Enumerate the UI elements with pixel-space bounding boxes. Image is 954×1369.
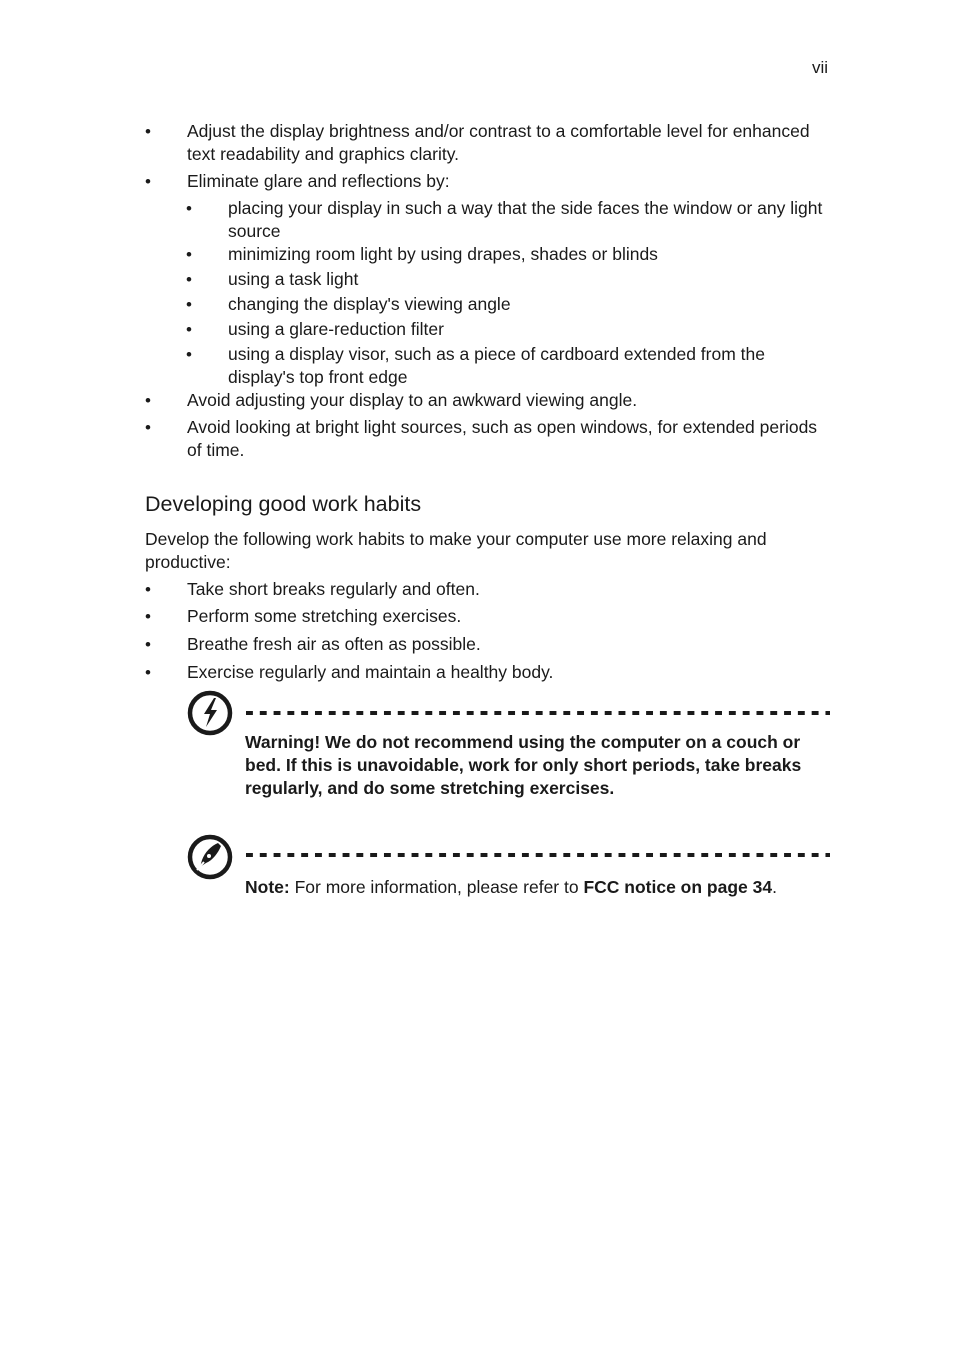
list-item-text: Avoid adjusting your display to an awkward viewing angle. [187, 390, 638, 410]
list-item-text: Eliminate glare and reflections by: [187, 171, 450, 191]
note-divider [246, 853, 830, 857]
bullet: • [145, 172, 151, 191]
bullet: • [145, 122, 151, 141]
list-item-text: Breathe fresh air as often as possible. [187, 634, 481, 654]
note-end: . [772, 877, 777, 897]
list-item-text: placing your display in such a way that the side faces the window or any light source [228, 198, 823, 241]
warning-text: Warning! We do not recommend using the computer on a couch or bed. If this is unavoidable, work for only short periods, take breaks regularly, and do some stretching exercises. [245, 732, 802, 798]
page-number: vii [812, 58, 829, 77]
bullet: • [186, 345, 192, 364]
list-item-text: using a task light [228, 269, 359, 289]
note-body: For more information, please refer to [289, 877, 584, 897]
bullet: • [186, 245, 192, 264]
bullet: • [145, 663, 151, 682]
list-item-text: Perform some stretching exercises. [187, 606, 462, 626]
section-heading: Developing good work habits [145, 492, 422, 516]
bullet: • [145, 580, 151, 599]
list-item-text: Exercise regularly and maintain a healthy body. [187, 662, 554, 682]
warning-lightning-icon [187, 690, 233, 736]
section-intro: Develop the following work habits to make your computer use more relaxing and productive: [145, 529, 767, 572]
bullet: • [145, 418, 151, 437]
list-item-text: using a glare-reduction filter [228, 319, 444, 339]
list-item-text: using a display visor, such as a piece of cardboard extended from the display's top front edge [228, 344, 765, 387]
bullet: • [145, 607, 151, 626]
bullet: • [145, 391, 151, 410]
list-item-text: Take short breaks regularly and often. [187, 579, 480, 599]
note-pen-icon [187, 834, 233, 880]
bullet: • [145, 635, 151, 654]
list-item-text: minimizing room light by using drapes, shades or blinds [228, 244, 658, 264]
bullet: • [186, 199, 192, 218]
bullet: • [186, 320, 192, 339]
list-item-text: Adjust the display brightness and/or contrast to a comfortable level for enhanced text readability and graphics clarity. [187, 121, 810, 164]
list-item-text: changing the display's viewing angle [228, 294, 511, 314]
note-text [245, 876, 865, 899]
bullet: • [186, 270, 192, 289]
list-item-text: Avoid looking at bright light sources, such as open windows, for extended periods of time. [187, 417, 818, 460]
fcc-notice-reference[interactable]: FCC notice on page 34 [583, 877, 773, 897]
note-label: Note: [245, 877, 290, 897]
bullet: • [186, 295, 192, 314]
warning-divider [246, 711, 830, 715]
